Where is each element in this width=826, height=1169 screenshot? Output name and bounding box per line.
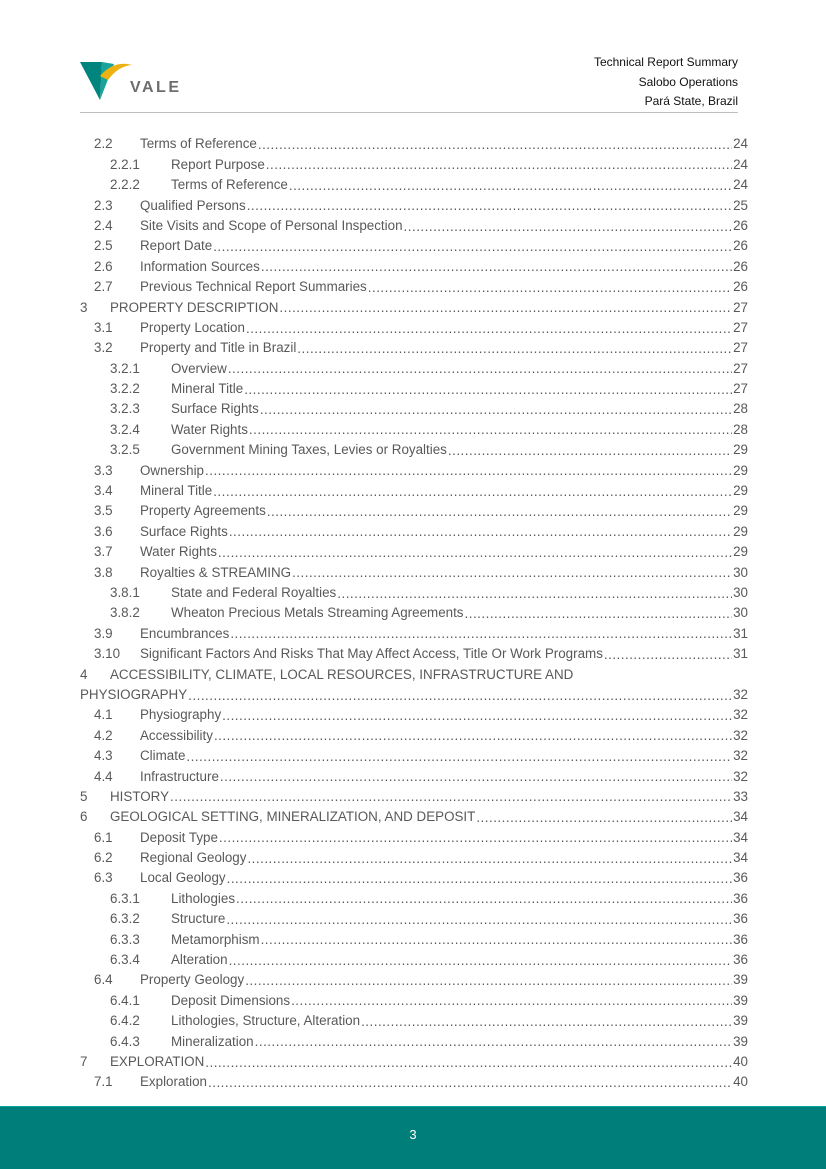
toc-number: 2.4 bbox=[94, 217, 113, 233]
toc-entry[interactable] bbox=[80, 233, 748, 253]
toc-page: 32 bbox=[733, 707, 748, 723]
toc-title: Regional Geology bbox=[140, 850, 247, 866]
toc-leader bbox=[261, 260, 732, 273]
toc-page: 24 bbox=[733, 156, 748, 172]
toc-number: 3.3 bbox=[94, 462, 113, 478]
toc-title: Water Rights bbox=[140, 544, 217, 560]
report-title: Technical Report Summary bbox=[593, 55, 738, 69]
toc-entry[interactable] bbox=[80, 987, 748, 1007]
toc-number: 4.4 bbox=[94, 768, 113, 784]
toc-number: 4 bbox=[80, 666, 88, 682]
toc-page: 39 bbox=[733, 1013, 748, 1029]
toc-title: Infrastructure bbox=[140, 768, 219, 784]
toc-leader bbox=[361, 1015, 732, 1028]
toc-title: State and Federal Royalties bbox=[171, 584, 337, 600]
toc-title: Deposit Type bbox=[140, 829, 218, 845]
toc-title: Deposit Dimensions bbox=[171, 992, 291, 1008]
toc-leader bbox=[227, 872, 732, 885]
toc-entry[interactable] bbox=[80, 478, 748, 498]
toc-number: 6.4 bbox=[94, 972, 113, 988]
toc-leader bbox=[291, 994, 732, 1007]
toc-entry[interactable] bbox=[80, 743, 748, 763]
toc-title: Property and Title in Brazil bbox=[140, 340, 297, 356]
toc-page: 32 bbox=[733, 727, 748, 743]
location: Pará State, Brazil bbox=[644, 94, 738, 108]
toc-title: PROPERTY DESCRIPTION bbox=[110, 299, 279, 315]
toc-title: HISTORY bbox=[110, 788, 170, 804]
toc-leader bbox=[297, 342, 732, 355]
toc-page: 27 bbox=[733, 319, 748, 335]
toc-number: 6.3.4 bbox=[110, 952, 140, 968]
toc-page: 27 bbox=[733, 360, 748, 376]
toc-leader bbox=[258, 138, 732, 151]
toc-page: 24 bbox=[733, 177, 748, 193]
toc-title: EXPLORATION bbox=[110, 1053, 205, 1069]
toc-page: 32 bbox=[733, 686, 748, 702]
toc-number: 3.8.2 bbox=[110, 605, 140, 621]
toc-leader bbox=[448, 444, 732, 457]
toc-leader bbox=[260, 403, 732, 416]
toc-title: Climate bbox=[140, 748, 186, 764]
toc-number: 3.2.4 bbox=[110, 421, 140, 437]
toc-page: 39 bbox=[733, 1033, 748, 1049]
toc-leader bbox=[337, 587, 732, 600]
toc-page: 31 bbox=[733, 646, 748, 662]
toc-page: 30 bbox=[733, 584, 748, 600]
toc-number: 4.1 bbox=[94, 707, 113, 723]
toc-number: 6.3.3 bbox=[110, 931, 140, 947]
toc-page: 34 bbox=[733, 809, 748, 825]
toc-title: Terms of Reference bbox=[171, 177, 288, 193]
toc-number: 2.3 bbox=[94, 197, 113, 213]
toc-entry[interactable] bbox=[80, 498, 748, 518]
toc-number: 3.8 bbox=[94, 564, 113, 580]
toc-page: 27 bbox=[733, 381, 748, 397]
toc-title: Local Geology bbox=[140, 870, 226, 886]
toc-leader bbox=[213, 240, 732, 253]
toc-number: 4.2 bbox=[94, 727, 113, 743]
toc-leader bbox=[170, 790, 732, 803]
toc-leader bbox=[247, 199, 732, 212]
toc-page: 36 bbox=[733, 931, 748, 947]
toc-page: 34 bbox=[733, 850, 748, 866]
toc-leader bbox=[213, 485, 732, 498]
toc-number: 6.3.1 bbox=[110, 890, 140, 906]
toc-title: Exploration bbox=[140, 1074, 207, 1090]
toc-number: 2.5 bbox=[94, 238, 113, 254]
toc-number: 2.2.1 bbox=[110, 156, 140, 172]
toc-page: 28 bbox=[733, 421, 748, 437]
toc-title: Site Visits and Scope of Personal Inspection bbox=[140, 217, 403, 233]
toc-entry[interactable] bbox=[80, 539, 748, 559]
toc-entry[interactable] bbox=[80, 804, 748, 824]
toc-entry[interactable] bbox=[80, 518, 748, 538]
toc-entry[interactable] bbox=[80, 824, 748, 844]
toc-entry[interactable] bbox=[80, 845, 748, 865]
toc-leader bbox=[220, 770, 732, 783]
toc-entry[interactable] bbox=[80, 1069, 748, 1089]
toc-page: 39 bbox=[733, 972, 748, 988]
toc-title: Royalties & STREAMING bbox=[140, 564, 292, 580]
toc-entry[interactable] bbox=[80, 784, 748, 804]
toc-entry[interactable] bbox=[80, 885, 748, 905]
toc-number: 2.2.2 bbox=[110, 177, 140, 193]
toc-number: 6.1 bbox=[94, 829, 113, 845]
toc-entry[interactable] bbox=[80, 641, 748, 661]
toc-leader bbox=[266, 158, 732, 171]
toc-title: Surface Rights bbox=[140, 523, 228, 539]
toc-entry[interactable] bbox=[80, 294, 748, 314]
toc-leader bbox=[604, 648, 732, 661]
toc-number: 6.3 bbox=[94, 870, 113, 886]
toc-entry[interactable] bbox=[80, 253, 748, 273]
toc-entry[interactable] bbox=[80, 967, 748, 987]
toc-title: Accessibility bbox=[140, 727, 213, 743]
toc-leader bbox=[205, 464, 732, 477]
toc-number: 3.2.2 bbox=[110, 381, 140, 397]
toc-leader bbox=[465, 607, 733, 620]
toc-page: 32 bbox=[733, 748, 748, 764]
toc-page: 29 bbox=[733, 503, 748, 519]
toc-title: Alteration bbox=[171, 952, 228, 968]
toc-page: 27 bbox=[733, 340, 748, 356]
toc-leader bbox=[229, 954, 733, 967]
toc-title: Terms of Reference bbox=[140, 136, 257, 152]
toc-page: 25 bbox=[733, 197, 748, 213]
toc-number: 4.3 bbox=[94, 748, 113, 764]
toc-page: 34 bbox=[733, 829, 748, 845]
toc-leader bbox=[249, 423, 732, 436]
toc-leader bbox=[476, 811, 732, 824]
toc-title: Encumbrances bbox=[140, 625, 230, 641]
toc-page: 26 bbox=[733, 258, 748, 274]
toc-title: Mineral Title bbox=[140, 483, 213, 499]
toc-page: 31 bbox=[733, 625, 748, 641]
toc-page: 29 bbox=[733, 442, 748, 458]
toc-entry[interactable] bbox=[80, 457, 748, 477]
toc-entry[interactable] bbox=[80, 355, 748, 375]
toc-entry[interactable] bbox=[80, 906, 748, 926]
toc-title: Information Sources bbox=[140, 258, 260, 274]
toc-entry[interactable] bbox=[80, 274, 748, 294]
toc-page: 29 bbox=[733, 523, 748, 539]
toc-page: 40 bbox=[733, 1074, 748, 1090]
toc-title: ACCESSIBILITY, CLIMATE, LOCAL RESOURCES, INFRASTRUCTURE AND bbox=[110, 666, 574, 682]
toc-entry[interactable] bbox=[80, 335, 748, 355]
toc-entry[interactable] bbox=[80, 1008, 748, 1028]
toc-entry[interactable] bbox=[80, 437, 748, 457]
toc-title: Physiography bbox=[140, 707, 222, 723]
toc-page: 30 bbox=[733, 605, 748, 621]
toc-leader bbox=[404, 220, 733, 233]
toc-number: 2.2 bbox=[94, 136, 113, 152]
toc-number: 2.6 bbox=[94, 258, 113, 274]
header-divider bbox=[80, 112, 738, 113]
vale-logo-text: VALE bbox=[130, 79, 182, 96]
toc-title: Overview bbox=[171, 360, 227, 376]
toc-leader bbox=[247, 852, 732, 865]
toc-number: 6.4.1 bbox=[110, 992, 140, 1008]
toc-leader bbox=[246, 322, 732, 335]
toc-leader bbox=[208, 1076, 732, 1089]
toc-title: Previous Technical Report Summaries bbox=[140, 279, 367, 295]
toc-leader bbox=[261, 933, 733, 946]
toc-leader bbox=[186, 750, 732, 763]
page-number: 3 bbox=[409, 1127, 417, 1142]
toc-number: 3.4 bbox=[94, 483, 113, 499]
toc-leader bbox=[244, 383, 732, 396]
toc-entry[interactable] bbox=[80, 315, 748, 335]
operation-name: Salobo Operations bbox=[638, 74, 738, 89]
toc-number: 3.10 bbox=[94, 646, 121, 662]
toc-title: Mineral Title bbox=[171, 381, 244, 397]
toc-page: 36 bbox=[733, 952, 748, 968]
toc-title: Qualified Persons bbox=[140, 197, 246, 213]
toc-title: Water Rights bbox=[171, 421, 248, 437]
toc-page: 36 bbox=[733, 870, 748, 886]
toc-leader bbox=[245, 974, 732, 987]
toc-number: 6.4.3 bbox=[110, 1033, 140, 1049]
toc-entry[interactable] bbox=[80, 396, 748, 416]
toc-title: Mineralization bbox=[171, 1033, 254, 1049]
toc-leader bbox=[229, 525, 732, 538]
toc-leader bbox=[230, 627, 732, 640]
toc-entry[interactable] bbox=[80, 131, 748, 151]
toc-page: 39 bbox=[733, 992, 748, 1008]
toc-entry[interactable] bbox=[80, 1028, 748, 1048]
toc-title: Structure bbox=[171, 911, 226, 927]
toc-title: Significant Factors And Risks That May Affect Access, Title Or Work Programs bbox=[140, 646, 603, 662]
toc-title: Lithologies bbox=[171, 890, 236, 906]
report-header bbox=[594, 53, 738, 112]
toc-title-continuation: PHYSIOGRAPHY bbox=[80, 686, 188, 702]
toc-page: 24 bbox=[733, 136, 748, 152]
toc-number: 3.8.1 bbox=[110, 584, 140, 600]
toc-leader bbox=[292, 566, 732, 579]
toc-page: 29 bbox=[733, 483, 748, 499]
toc-page: 30 bbox=[733, 564, 748, 580]
toc-number: 3.7 bbox=[94, 544, 113, 560]
toc-entry[interactable] bbox=[80, 1049, 748, 1069]
toc-number: 3.5 bbox=[94, 503, 113, 519]
toc-number: 3.6 bbox=[94, 523, 113, 539]
toc-title: Report Date bbox=[140, 238, 213, 254]
toc-leader bbox=[228, 362, 732, 375]
toc-entry[interactable] bbox=[80, 213, 748, 233]
toc-page: 36 bbox=[733, 890, 748, 906]
page-footer bbox=[0, 1106, 826, 1169]
toc-number: 6 bbox=[80, 809, 88, 825]
toc-entry-heading-line[interactable] bbox=[80, 661, 748, 681]
toc-title: Government Mining Taxes, Levies or Royalties bbox=[171, 442, 447, 458]
toc-entry[interactable] bbox=[80, 416, 748, 436]
toc-number: 2.7 bbox=[94, 279, 113, 295]
toc-page: 32 bbox=[733, 768, 748, 784]
toc-entry[interactable] bbox=[80, 682, 748, 702]
toc-title: Lithologies, Structure, Alteration bbox=[171, 1013, 361, 1029]
toc-leader bbox=[236, 892, 732, 905]
toc-title: Ownership bbox=[140, 462, 205, 478]
table-of-contents bbox=[80, 131, 748, 1089]
toc-number: 7.1 bbox=[94, 1074, 113, 1090]
toc-number: 3.2 bbox=[94, 340, 113, 356]
toc-leader bbox=[255, 1035, 732, 1048]
toc-page: 26 bbox=[733, 217, 748, 233]
toc-leader bbox=[267, 505, 732, 518]
toc-entry[interactable] bbox=[80, 620, 748, 640]
toc-leader bbox=[188, 689, 732, 702]
toc-entry[interactable] bbox=[80, 580, 748, 600]
toc-number: 6.4.2 bbox=[110, 1013, 140, 1029]
toc-title: Report Purpose bbox=[171, 156, 265, 172]
toc-entry[interactable] bbox=[80, 192, 748, 212]
toc-title: Surface Rights bbox=[171, 401, 259, 417]
toc-page: 27 bbox=[733, 299, 748, 315]
toc-leader bbox=[226, 913, 732, 926]
toc-leader bbox=[205, 1056, 732, 1069]
toc-entry[interactable] bbox=[80, 376, 748, 396]
toc-leader bbox=[368, 281, 732, 294]
toc-entry[interactable] bbox=[80, 722, 748, 742]
toc-entry[interactable] bbox=[80, 151, 748, 171]
toc-title: Property Agreements bbox=[140, 503, 266, 519]
toc-number: 3 bbox=[80, 299, 88, 315]
toc-number: 7 bbox=[80, 1053, 88, 1069]
toc-number: 6.3.2 bbox=[110, 911, 140, 927]
toc-page: 40 bbox=[733, 1053, 748, 1069]
toc-leader bbox=[214, 729, 732, 742]
toc-number: 3.2.3 bbox=[110, 401, 140, 417]
toc-leader bbox=[219, 831, 732, 844]
toc-entry[interactable] bbox=[80, 559, 748, 579]
toc-leader bbox=[279, 301, 732, 314]
toc-entry[interactable] bbox=[80, 926, 748, 946]
toc-entry[interactable] bbox=[80, 600, 748, 620]
toc-number: 3.2.1 bbox=[110, 360, 140, 376]
toc-entry[interactable] bbox=[80, 947, 748, 967]
toc-page: 26 bbox=[733, 279, 748, 295]
toc-number: 3.9 bbox=[94, 625, 113, 641]
toc-title: Property Location bbox=[140, 319, 245, 335]
toc-number: 3.2.5 bbox=[110, 442, 140, 458]
toc-entry[interactable] bbox=[80, 172, 748, 192]
toc-entry[interactable] bbox=[80, 702, 748, 722]
toc-title: Property Geology bbox=[140, 972, 245, 988]
toc-page: 28 bbox=[733, 401, 748, 417]
toc-number: 5 bbox=[80, 788, 88, 804]
toc-leader bbox=[222, 709, 732, 722]
toc-leader bbox=[218, 546, 732, 559]
toc-page: 36 bbox=[733, 911, 748, 927]
toc-entry[interactable] bbox=[80, 865, 748, 885]
toc-page: 33 bbox=[733, 788, 748, 804]
toc-number: 6.2 bbox=[94, 850, 113, 866]
toc-page: 26 bbox=[733, 238, 748, 254]
toc-entry[interactable] bbox=[80, 763, 748, 783]
toc-title: Wheaton Precious Metals Streaming Agreements bbox=[171, 605, 464, 621]
toc-page: 29 bbox=[733, 462, 748, 478]
toc-number: 3.1 bbox=[94, 319, 113, 335]
toc-title: Metamorphism bbox=[171, 931, 260, 947]
toc-page: 29 bbox=[733, 544, 748, 560]
toc-title: GEOLOGICAL SETTING, MINERALIZATION, AND DEPOSIT bbox=[110, 809, 476, 825]
toc-leader bbox=[289, 179, 732, 192]
